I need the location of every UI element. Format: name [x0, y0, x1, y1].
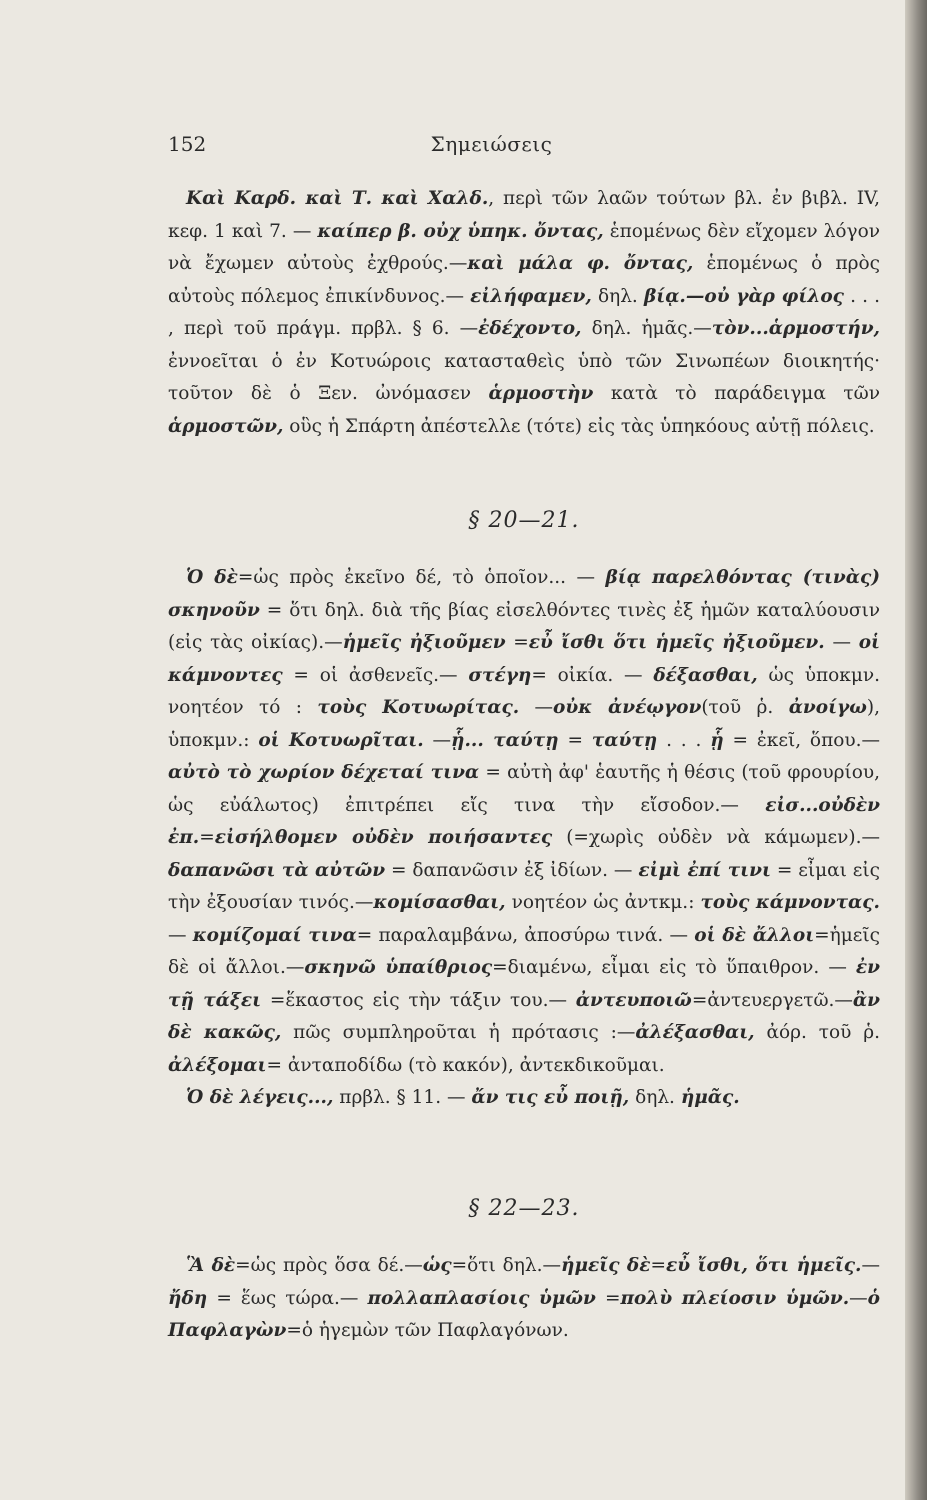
- page-header: [168, 132, 815, 172]
- lemma-text: τὸν...ἁρμοστήν,: [711, 318, 880, 339]
- section-heading: § 20—21.: [468, 508, 580, 533]
- gloss-text: , περὶ τῶν λαῶν τούτων βλ. ἐν βιβλ. IV, κεφ. 1 καὶ 7. —: [168, 188, 881, 242]
- lemma-text: ἀλέξασθαι,: [635, 1022, 755, 1043]
- gloss-text: =ἡμεῖς δὲ οἱ ἄλλοι.—: [168, 924, 880, 978]
- lemma-text: ἡμᾶς.: [680, 1087, 740, 1108]
- lemma-text: οἱ κάμνοντες: [168, 632, 880, 686]
- page-number: 152: [168, 132, 207, 156]
- lemma-text: ἤδη: [168, 1287, 208, 1309]
- lemma-text: στέγη: [468, 664, 532, 686]
- lemma-text: τοὺς Κοτυωρίτας.: [317, 697, 520, 718]
- gloss-text: —: [849, 1287, 868, 1309]
- lemma-text: δαπανῶσι τὰ αὐτῶν: [168, 859, 386, 881]
- gloss-text: = δαπανῶσιν ἐξ ἰδίων. —: [385, 859, 639, 881]
- lemma-text: εὖ ἴσθι, ὅτι ἡμεῖς.: [666, 1255, 862, 1276]
- gloss-text: —: [168, 924, 193, 946]
- lemma-text: ἡμεῖς δὲ: [561, 1255, 651, 1276]
- gloss-text: =ἀντευεργετῶ.—: [691, 989, 853, 1011]
- gloss-text: = ἀνταποδίδω (τὸ κακόν), ἀντεκδικοῦμαι.: [266, 1054, 665, 1076]
- paragraph: [168, 183, 880, 443]
- lemma-text: Καὶ Καρδ. καὶ Τ. καὶ Χαλδ.: [186, 188, 489, 209]
- notes-paragraph-1: [168, 183, 880, 443]
- notes-paragraph-3: [168, 1250, 880, 1348]
- gloss-text: —: [423, 729, 452, 751]
- notes-paragraph-2: [168, 562, 880, 1115]
- gloss-text: =ὡς πρὸς ὅσα δέ.—: [235, 1255, 423, 1276]
- lemma-text: ἂν δὲ κακῶς,: [168, 989, 880, 1043]
- lemma-text: εἰμὶ ἐπί τινι: [638, 859, 771, 881]
- lemma-text: ἁρμοστῶν,: [168, 415, 284, 437]
- paragraph: [168, 1250, 880, 1348]
- gloss-text: δηλ. ἡμᾶς.—: [581, 318, 712, 339]
- lemma-text: αὐτὸ τὸ χωρίον δέχεταί τινα: [168, 762, 480, 783]
- lemma-text: καὶ μάλα φ. ὄντας,: [467, 253, 694, 274]
- gloss-text: = ὅτι δηλ. διὰ τῆς βίας εἰσελθόντες τινὲς ἐξ ἡμῶν καταλύουσιν (εἰς τὰς οἰκίας).—: [168, 599, 880, 653]
- lemma-text: ἄν τις εὖ ποιῇ,: [471, 1087, 630, 1108]
- gloss-text: νοητέον ὡς ἀντκμ.:: [505, 892, 701, 913]
- lemma-text: κομίζομαί τινα: [192, 924, 357, 946]
- gloss-text: =: [650, 1255, 667, 1276]
- lemma-text: δέξασθαι,: [653, 664, 758, 686]
- gloss-text: ), ὑποκμν.:: [168, 697, 880, 751]
- lemma-text: ἀντευποιῶ: [575, 989, 692, 1011]
- gloss-text: . . .: [657, 729, 711, 751]
- section-heading: § 22—23.: [468, 1196, 580, 1221]
- gloss-text: —: [519, 697, 554, 718]
- gloss-text: —: [824, 632, 859, 653]
- lemma-text: εὖ ἴσθι ὅτι ἡμεῖς ἠξιοῦμεν.: [528, 632, 825, 653]
- gloss-text: δηλ.: [629, 1087, 681, 1108]
- gloss-text: =: [199, 827, 215, 848]
- gloss-text: οὓς ἡ Σπάρτη ἀπέστελλε (τότε) εἰς τὰς ὑπηκόους αὐτῇ πόλεις.: [283, 415, 875, 437]
- lemma-text: οὐκ ἀνέῳγον: [553, 697, 702, 718]
- gloss-text: = παραλαμβάνω, ἀποσύρω τινά. —: [356, 924, 695, 946]
- gloss-text: δηλ.: [591, 285, 644, 307]
- running-title: Σημειώσεις: [430, 132, 553, 156]
- gloss-text: =: [558, 729, 592, 751]
- lemma-text: ταύτῃ: [591, 729, 658, 751]
- gloss-text: = αὐτὴ ἀφ' ἑαυτῆς ἡ θέσις (τοῦ φρουρίου, ὡς εὐάλωτος) ἐπιτρέπει εἴς τινα τὴν εἴσοδον.—: [168, 762, 881, 816]
- lemma-text: ἀνοίγω: [788, 697, 867, 718]
- lemma-text: Ἃ δὲ: [186, 1255, 236, 1276]
- lemma-text: Ὁ δὲ λέγεις...,: [186, 1087, 334, 1108]
- lemma-text: σκηνῶ ὑπαίθριος: [304, 957, 493, 978]
- lemma-text: ἀλέξομαι: [168, 1054, 267, 1076]
- paragraph: [168, 562, 880, 1082]
- lemma-text: κομίσασθαι,: [373, 892, 506, 913]
- lemma-text: ᾗ: [710, 729, 724, 751]
- lemma-text: ὡς: [422, 1255, 452, 1276]
- gloss-text: . . . , περὶ τοῦ πράγμ. πρβλ. § 6. —: [168, 285, 880, 339]
- gloss-text: ἐννοεῖται ὁ ἐν Κοτυώροις κατασταθεὶς ὑπὸ τῶν Σινωπέων διοικητής· τοῦτον δὲ ὁ Ξεν. ὠνόμασεν: [168, 350, 880, 404]
- gloss-text: = ἐκεῖ, ὅπου.—: [723, 729, 880, 751]
- lemma-text: καίπερ β. οὐχ ὑπηκ. ὄντας,: [317, 220, 604, 242]
- paragraph: [168, 1082, 880, 1115]
- gloss-text: = οἱ ἀσθενεῖς.—: [282, 664, 469, 686]
- gloss-text: =ἕκαστος εἰς τὴν τάξιν του.—: [261, 989, 576, 1011]
- lemma-text: τοὺς κάμνοντας.: [700, 892, 880, 913]
- gloss-text: (=χωρὶς οὐδὲν νὰ κάμωμεν).—: [552, 827, 880, 848]
- gloss-text: =: [595, 1287, 621, 1309]
- gloss-text: ἀόρ. τοῦ ῥ.: [754, 1022, 881, 1043]
- gloss-text: πρβλ. § 11. —: [333, 1087, 472, 1108]
- gloss-text: =διαμένω, εἶμαι εἰς τὸ ὕπαιθρον. —: [492, 957, 856, 978]
- gloss-text: —: [861, 1255, 880, 1276]
- lemma-text: οἱ δὲ ἄλλοι: [694, 924, 815, 946]
- lemma-text: Ὁ δὲ: [186, 567, 238, 588]
- lemma-text: ἐν τῇ τάξει: [168, 957, 880, 1011]
- lemma-text: ᾗ... ταύτῃ: [451, 729, 559, 751]
- gloss-text: πῶς συμπληροῦται ἡ πρότασις :—: [281, 1022, 636, 1043]
- lemma-text: οἱ Κοτυωρῖται.: [258, 729, 424, 751]
- gloss-text: = οἰκία. —: [531, 664, 654, 686]
- lemma-text: εἰσήλθομεν οὐδὲν ποιήσαντες: [214, 827, 553, 848]
- lemma-text: πολλαπλασίοις ὑμῶν: [367, 1287, 596, 1309]
- gloss-text: (τοῦ ῥ.: [701, 697, 789, 718]
- lemma-text: ὁ Παφλαγὼν: [168, 1287, 880, 1341]
- page-edge-shadow: [905, 0, 927, 1500]
- gloss-text: =ὡς πρὸς ἐκεῖνο δέ, τὸ ὁποῖον... —: [237, 567, 606, 588]
- lemma-text: εἰσ...οὐδὲν ἐπ.: [168, 794, 880, 848]
- lemma-text: πολὺ πλείοσιν ὑμῶν.: [620, 1287, 850, 1309]
- lemma-text: ἐδέχοντο,: [478, 318, 582, 339]
- lemma-text: ἁρμοστὴν: [488, 383, 594, 404]
- gloss-text: =ὅτι δηλ.—: [451, 1255, 561, 1276]
- lemma-text: βίᾳ παρελθόντας (τινὰς) σκηνοῦν: [168, 567, 880, 621]
- gloss-text: =ὁ ἡγεμὼν τῶν Παφλαγόνων.: [286, 1320, 569, 1341]
- gloss-text: =: [505, 632, 529, 653]
- gloss-text: ἑπομένως ὁ πρὸς αὐτοὺς πόλεμος ἐπικίνδυνος.—: [168, 253, 880, 307]
- gloss-text: = ἕως τώρα.—: [207, 1287, 368, 1309]
- gloss-text: κατὰ τὸ παράδειγμα τῶν: [593, 383, 880, 404]
- gloss-text: ἑπομένως δὲν εἴχομεν λόγον νὰ ἔχωμεν αὐτοὺς ἐχθρούς.—: [168, 220, 881, 274]
- gloss-text: = εἶμαι εἰς τὴν ἐξουσίαν τινός.—: [168, 859, 880, 913]
- lemma-text: ἡμεῖς ἠξιοῦμεν: [342, 632, 506, 653]
- lemma-text: εἰλήφαμεν,: [470, 285, 592, 307]
- gloss-text: ὡς ὑποκμν. νοητέον τό :: [168, 664, 881, 718]
- lemma-text: βίᾳ.—οὐ γὰρ φίλος: [643, 285, 844, 307]
